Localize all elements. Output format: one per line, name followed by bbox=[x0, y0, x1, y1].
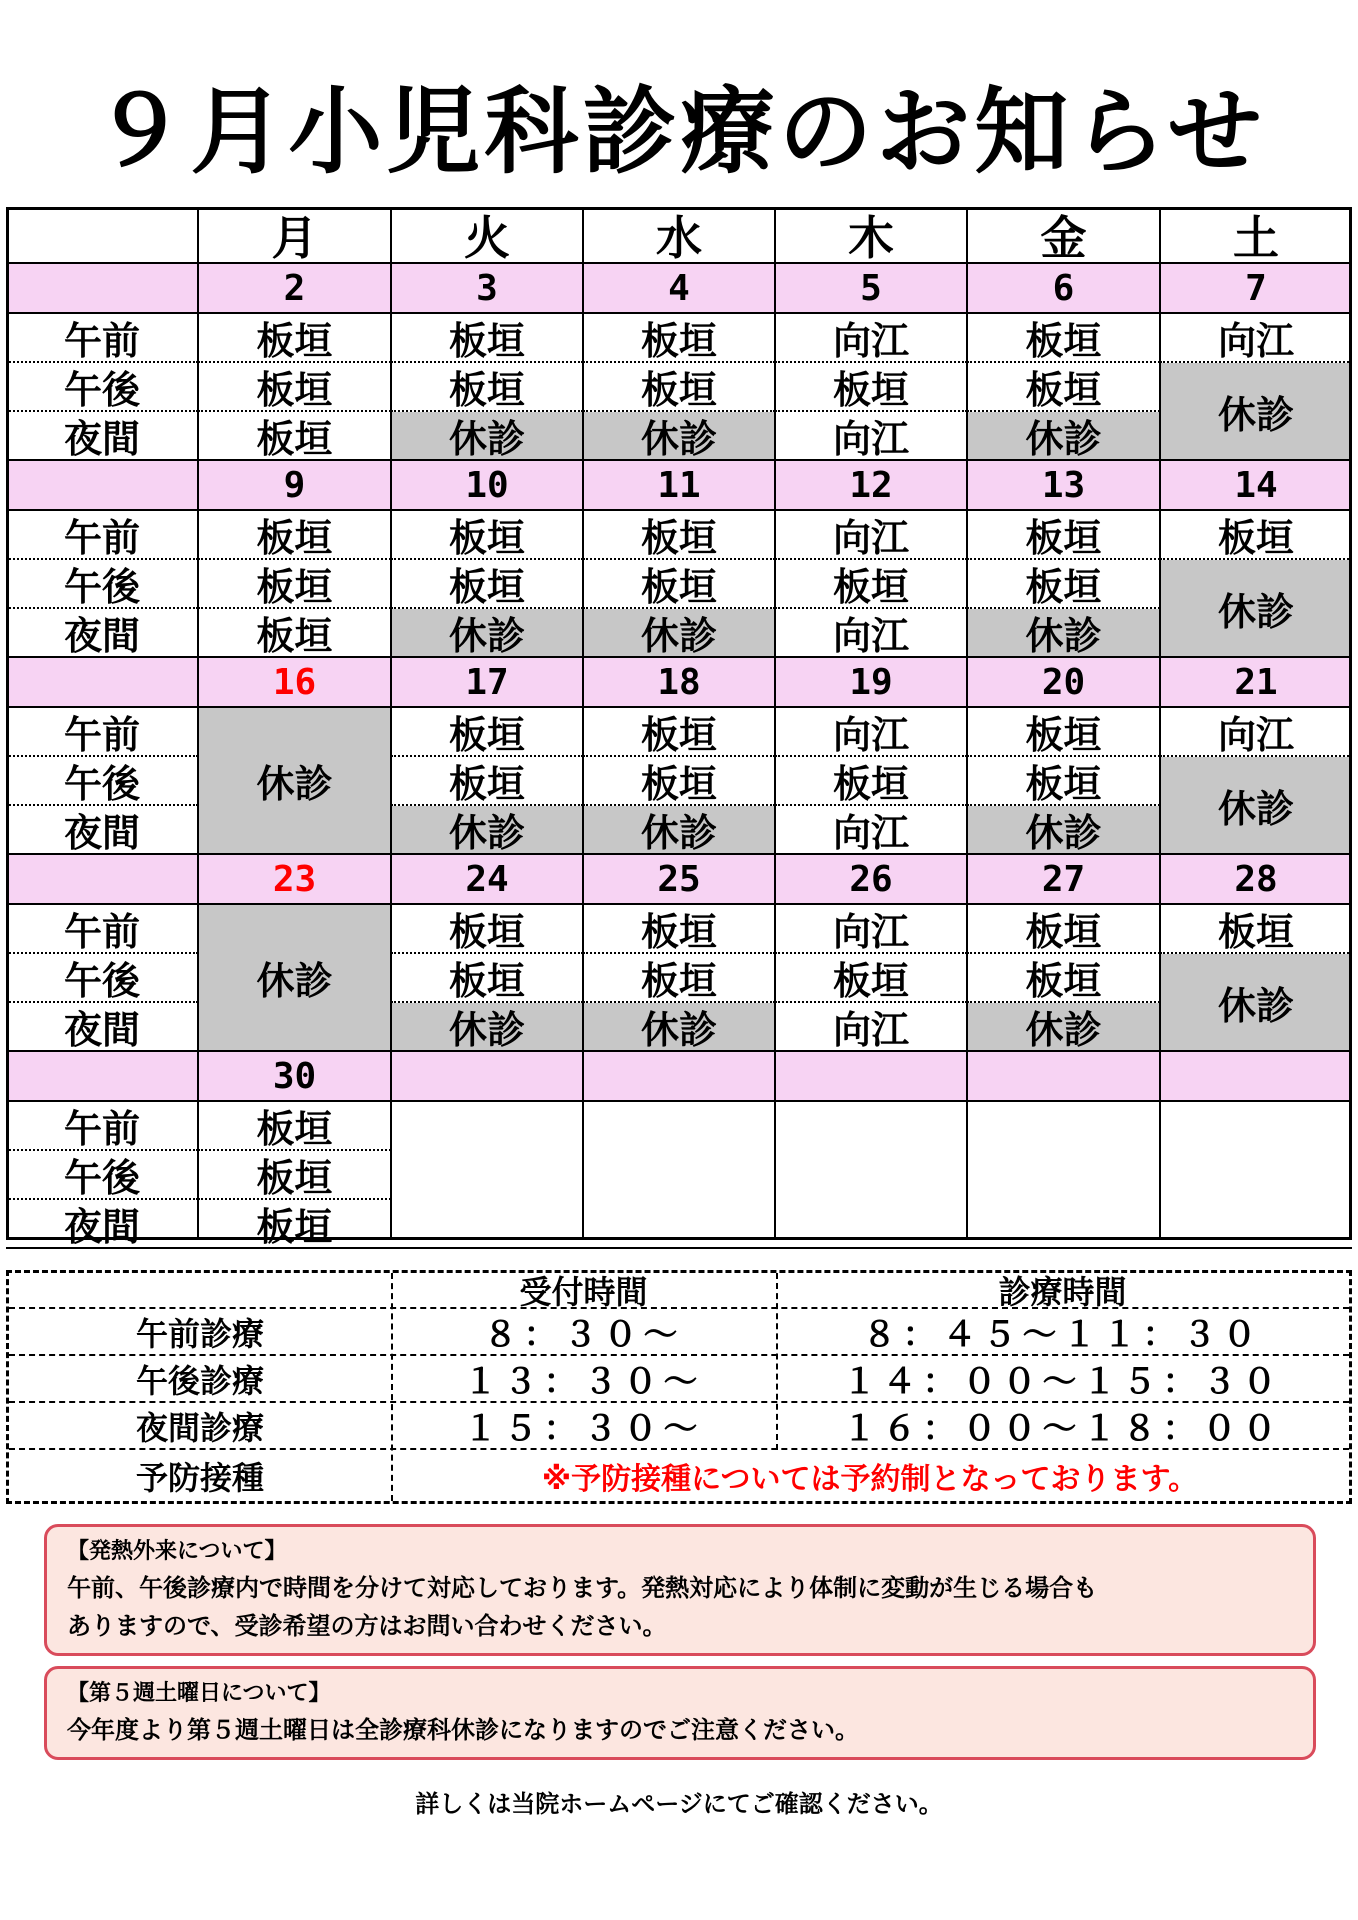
closed-cell: 休診 bbox=[583, 806, 775, 855]
closed-cell: 休診 bbox=[198, 905, 391, 1052]
date-cell: 4 bbox=[583, 264, 775, 314]
closed-cell: 休診 bbox=[967, 609, 1160, 658]
weekday-header: 月 bbox=[198, 207, 391, 264]
hours-label: 午前診療 bbox=[135, 1314, 264, 1353]
doctor-cell: 板垣 bbox=[391, 757, 583, 806]
empty-cell bbox=[967, 1151, 1160, 1200]
reception-time: １３：３０～ bbox=[463, 1362, 704, 1402]
doctor-cell: 向江 bbox=[775, 314, 967, 363]
empty-cell bbox=[391, 1102, 583, 1151]
fever-notice-box bbox=[44, 1524, 1316, 1656]
doctor-cell: 板垣 bbox=[967, 905, 1160, 954]
date-cell: 14 bbox=[1160, 461, 1352, 511]
doctor-cell: 板垣 bbox=[198, 1151, 391, 1200]
doctor-cell: 板垣 bbox=[583, 905, 775, 954]
hours-column-divider bbox=[391, 1273, 393, 1501]
empty-cell bbox=[583, 1200, 775, 1249]
fifth-saturday-notice-box bbox=[44, 1666, 1316, 1760]
date-row-blank bbox=[6, 658, 198, 708]
doctor-cell: 板垣 bbox=[198, 412, 391, 461]
closed-cell: 休診 bbox=[198, 708, 391, 855]
doctor-cell: 向江 bbox=[1160, 708, 1352, 757]
weekday-header: 金 bbox=[967, 207, 1160, 264]
date-cell: 21 bbox=[1160, 658, 1352, 708]
doctor-cell: 板垣 bbox=[391, 905, 583, 954]
empty-cell bbox=[391, 1151, 583, 1200]
empty-cell bbox=[1160, 1151, 1352, 1200]
consult-time: １６：００～１８：００ bbox=[842, 1409, 1283, 1449]
column-divider bbox=[197, 207, 199, 1240]
doctor-cell: 板垣 bbox=[583, 708, 775, 757]
doctor-cell: 板垣 bbox=[198, 314, 391, 363]
date-row-blank bbox=[6, 264, 198, 314]
date-cell: 17 bbox=[391, 658, 583, 708]
closed-cell: 休診 bbox=[1160, 560, 1352, 658]
doctor-cell: 板垣 bbox=[775, 560, 967, 609]
doctor-cell: 板垣 bbox=[391, 954, 583, 1003]
doctor-cell: 板垣 bbox=[391, 708, 583, 757]
date-cell: 9 bbox=[198, 461, 391, 511]
date-cell: 27 bbox=[967, 855, 1160, 905]
doctor-cell: 板垣 bbox=[198, 1200, 391, 1249]
doctor-cell: 板垣 bbox=[198, 560, 391, 609]
column-divider bbox=[966, 207, 968, 1240]
consult-time: ８：４５～１１：３０ bbox=[862, 1315, 1263, 1355]
doctor-cell: 板垣 bbox=[583, 757, 775, 806]
closed-cell: 休診 bbox=[583, 609, 775, 658]
consult-time: １４：００～１５：３０ bbox=[842, 1362, 1283, 1402]
date-cell: 23 bbox=[198, 855, 391, 905]
date-cell bbox=[583, 1052, 775, 1102]
slot-label: 午後 bbox=[6, 954, 198, 1003]
doctor-cell: 板垣 bbox=[391, 511, 583, 560]
hours-corner bbox=[9, 1273, 391, 1307]
slot-label: 夜間 bbox=[6, 412, 198, 461]
empty-cell bbox=[583, 1102, 775, 1151]
hours-label: 午後診療 bbox=[135, 1361, 264, 1400]
fifth-saturday-notice-title: 【第５週土曜日について】 bbox=[67, 1681, 331, 1706]
slot-label: 午前 bbox=[6, 905, 198, 954]
date-cell bbox=[391, 1052, 583, 1102]
hours-row bbox=[9, 1273, 1349, 1309]
vaccine-label: 予防接種 bbox=[135, 1458, 264, 1497]
date-cell: 25 bbox=[583, 855, 775, 905]
empty-cell bbox=[1160, 1200, 1352, 1249]
empty-cell bbox=[1160, 1102, 1352, 1151]
closed-cell: 休診 bbox=[391, 806, 583, 855]
vaccine-note: ※予防接種については予約制となっております。 bbox=[541, 1461, 1199, 1497]
doctor-cell: 向江 bbox=[775, 511, 967, 560]
date-cell: 19 bbox=[775, 658, 967, 708]
slot-label: 午前 bbox=[6, 1102, 198, 1151]
doctor-cell: 板垣 bbox=[967, 363, 1160, 412]
doctor-cell: 板垣 bbox=[198, 363, 391, 412]
fever-notice-line-1: 午前、午後診療内で時間を分けて対応しております。発熱対応により体制に変動が生じる場合も bbox=[67, 1574, 1098, 1602]
date-cell: 24 bbox=[391, 855, 583, 905]
doctor-cell: 板垣 bbox=[583, 363, 775, 412]
doctor-cell: 板垣 bbox=[583, 954, 775, 1003]
slot-label: 午後 bbox=[6, 1151, 198, 1200]
closed-cell: 休診 bbox=[967, 806, 1160, 855]
empty-cell bbox=[775, 1102, 967, 1151]
doctor-cell: 向江 bbox=[775, 412, 967, 461]
weekday-header: 木 bbox=[775, 207, 967, 264]
footer-note: 詳しくは当院ホームページにてご確認ください。 bbox=[415, 1790, 943, 1818]
hours-row bbox=[9, 1356, 1349, 1403]
doctor-cell: 板垣 bbox=[967, 560, 1160, 609]
fever-notice-line-2: ありますので、受診希望の方はお問い合わせください。 bbox=[67, 1612, 667, 1640]
column-divider bbox=[1159, 207, 1161, 1240]
slot-label: 夜間 bbox=[6, 609, 198, 658]
date-cell bbox=[1160, 1052, 1352, 1102]
slot-label: 午前 bbox=[6, 708, 198, 757]
doctor-cell: 向江 bbox=[775, 708, 967, 757]
date-cell: 2 bbox=[198, 264, 391, 314]
slot-label: 夜間 bbox=[6, 806, 198, 855]
column-divider bbox=[774, 207, 776, 1240]
doctor-cell: 板垣 bbox=[583, 560, 775, 609]
doctor-cell: 向江 bbox=[775, 806, 967, 855]
reception-time: ８：３０～ bbox=[483, 1315, 684, 1355]
doctor-cell: 向江 bbox=[1160, 314, 1352, 363]
column-divider bbox=[390, 207, 392, 1240]
date-cell: 7 bbox=[1160, 264, 1352, 314]
closed-cell: 休診 bbox=[391, 609, 583, 658]
doctor-cell: 板垣 bbox=[967, 708, 1160, 757]
doctor-cell: 板垣 bbox=[1160, 905, 1352, 954]
weekday-header: 土 bbox=[1160, 207, 1352, 264]
date-cell: 20 bbox=[967, 658, 1160, 708]
doctor-cell: 板垣 bbox=[967, 954, 1160, 1003]
date-cell: 5 bbox=[775, 264, 967, 314]
date-cell: 13 bbox=[967, 461, 1160, 511]
hours-row bbox=[9, 1450, 1349, 1501]
closed-cell: 休診 bbox=[583, 412, 775, 461]
date-cell: 18 bbox=[583, 658, 775, 708]
date-cell: 30 bbox=[198, 1052, 391, 1102]
closed-cell: 休診 bbox=[967, 1003, 1160, 1052]
doctor-cell: 板垣 bbox=[967, 314, 1160, 363]
closed-cell: 休診 bbox=[967, 412, 1160, 461]
date-cell: 11 bbox=[583, 461, 775, 511]
closed-cell: 休診 bbox=[391, 1003, 583, 1052]
closed-cell: 休診 bbox=[1160, 363, 1352, 461]
slot-label: 夜間 bbox=[6, 1200, 198, 1249]
empty-cell bbox=[967, 1200, 1160, 1249]
doctor-cell: 向江 bbox=[775, 905, 967, 954]
slot-label: 午後 bbox=[6, 560, 198, 609]
empty-cell bbox=[391, 1200, 583, 1249]
empty-cell bbox=[583, 1151, 775, 1200]
doctor-cell: 向江 bbox=[775, 609, 967, 658]
doctor-cell: 板垣 bbox=[775, 954, 967, 1003]
fifth-saturday-notice-line: 今年度より第５週土曜日は全診療科休診になりますのでご注意ください。 bbox=[67, 1716, 859, 1744]
schedule-calendar bbox=[6, 207, 1352, 1249]
doctor-cell: 板垣 bbox=[198, 1102, 391, 1151]
doctor-cell: 板垣 bbox=[198, 511, 391, 560]
doctor-cell: 板垣 bbox=[775, 363, 967, 412]
hours-column-divider bbox=[776, 1273, 778, 1450]
closed-cell: 休診 bbox=[1160, 757, 1352, 855]
doctor-cell: 板垣 bbox=[391, 560, 583, 609]
date-row-blank bbox=[6, 855, 198, 905]
date-row-blank bbox=[6, 1052, 198, 1102]
slot-label: 午前 bbox=[6, 511, 198, 560]
consult-header: 診療時間 bbox=[998, 1273, 1127, 1311]
slot-label: 午前 bbox=[6, 314, 198, 363]
date-cell: 28 bbox=[1160, 855, 1352, 905]
weekday-header: 火 bbox=[391, 207, 583, 264]
date-cell: 26 bbox=[775, 855, 967, 905]
header-corner bbox=[6, 207, 198, 264]
slot-label: 午後 bbox=[6, 363, 198, 412]
doctor-cell: 板垣 bbox=[198, 609, 391, 658]
doctor-cell: 板垣 bbox=[391, 314, 583, 363]
date-cell: 16 bbox=[198, 658, 391, 708]
date-cell: 10 bbox=[391, 461, 583, 511]
slot-label: 午後 bbox=[6, 757, 198, 806]
doctor-cell: 板垣 bbox=[1160, 511, 1352, 560]
doctor-cell: 板垣 bbox=[391, 363, 583, 412]
reception-header: 受付時間 bbox=[519, 1273, 648, 1311]
date-cell bbox=[967, 1052, 1160, 1102]
reception-time: １５：３０～ bbox=[463, 1409, 704, 1449]
hours-row bbox=[9, 1403, 1349, 1450]
hours-label: 夜間診療 bbox=[135, 1408, 264, 1447]
doctor-cell: 板垣 bbox=[583, 511, 775, 560]
fever-notice-title: 【発熱外来について】 bbox=[67, 1539, 287, 1564]
closed-cell: 休診 bbox=[391, 412, 583, 461]
date-cell bbox=[775, 1052, 967, 1102]
empty-cell bbox=[967, 1102, 1160, 1151]
date-row-blank bbox=[6, 461, 198, 511]
closed-cell: 休診 bbox=[1160, 954, 1352, 1052]
date-cell: 12 bbox=[775, 461, 967, 511]
empty-cell bbox=[775, 1200, 967, 1249]
hours-row bbox=[9, 1309, 1349, 1356]
page-title: ９月小児科診療のお知らせ bbox=[92, 78, 1266, 187]
column-divider bbox=[582, 207, 584, 1240]
doctor-cell: 板垣 bbox=[967, 757, 1160, 806]
doctor-cell: 向江 bbox=[775, 1003, 967, 1052]
slot-label: 夜間 bbox=[6, 1003, 198, 1052]
empty-cell bbox=[775, 1151, 967, 1200]
weekday-header: 水 bbox=[583, 207, 775, 264]
doctor-cell: 板垣 bbox=[583, 314, 775, 363]
closed-cell: 休診 bbox=[583, 1003, 775, 1052]
date-cell: 6 bbox=[967, 264, 1160, 314]
date-cell: 3 bbox=[391, 264, 583, 314]
doctor-cell: 板垣 bbox=[967, 511, 1160, 560]
hours-table bbox=[6, 1270, 1352, 1504]
doctor-cell: 板垣 bbox=[775, 757, 967, 806]
